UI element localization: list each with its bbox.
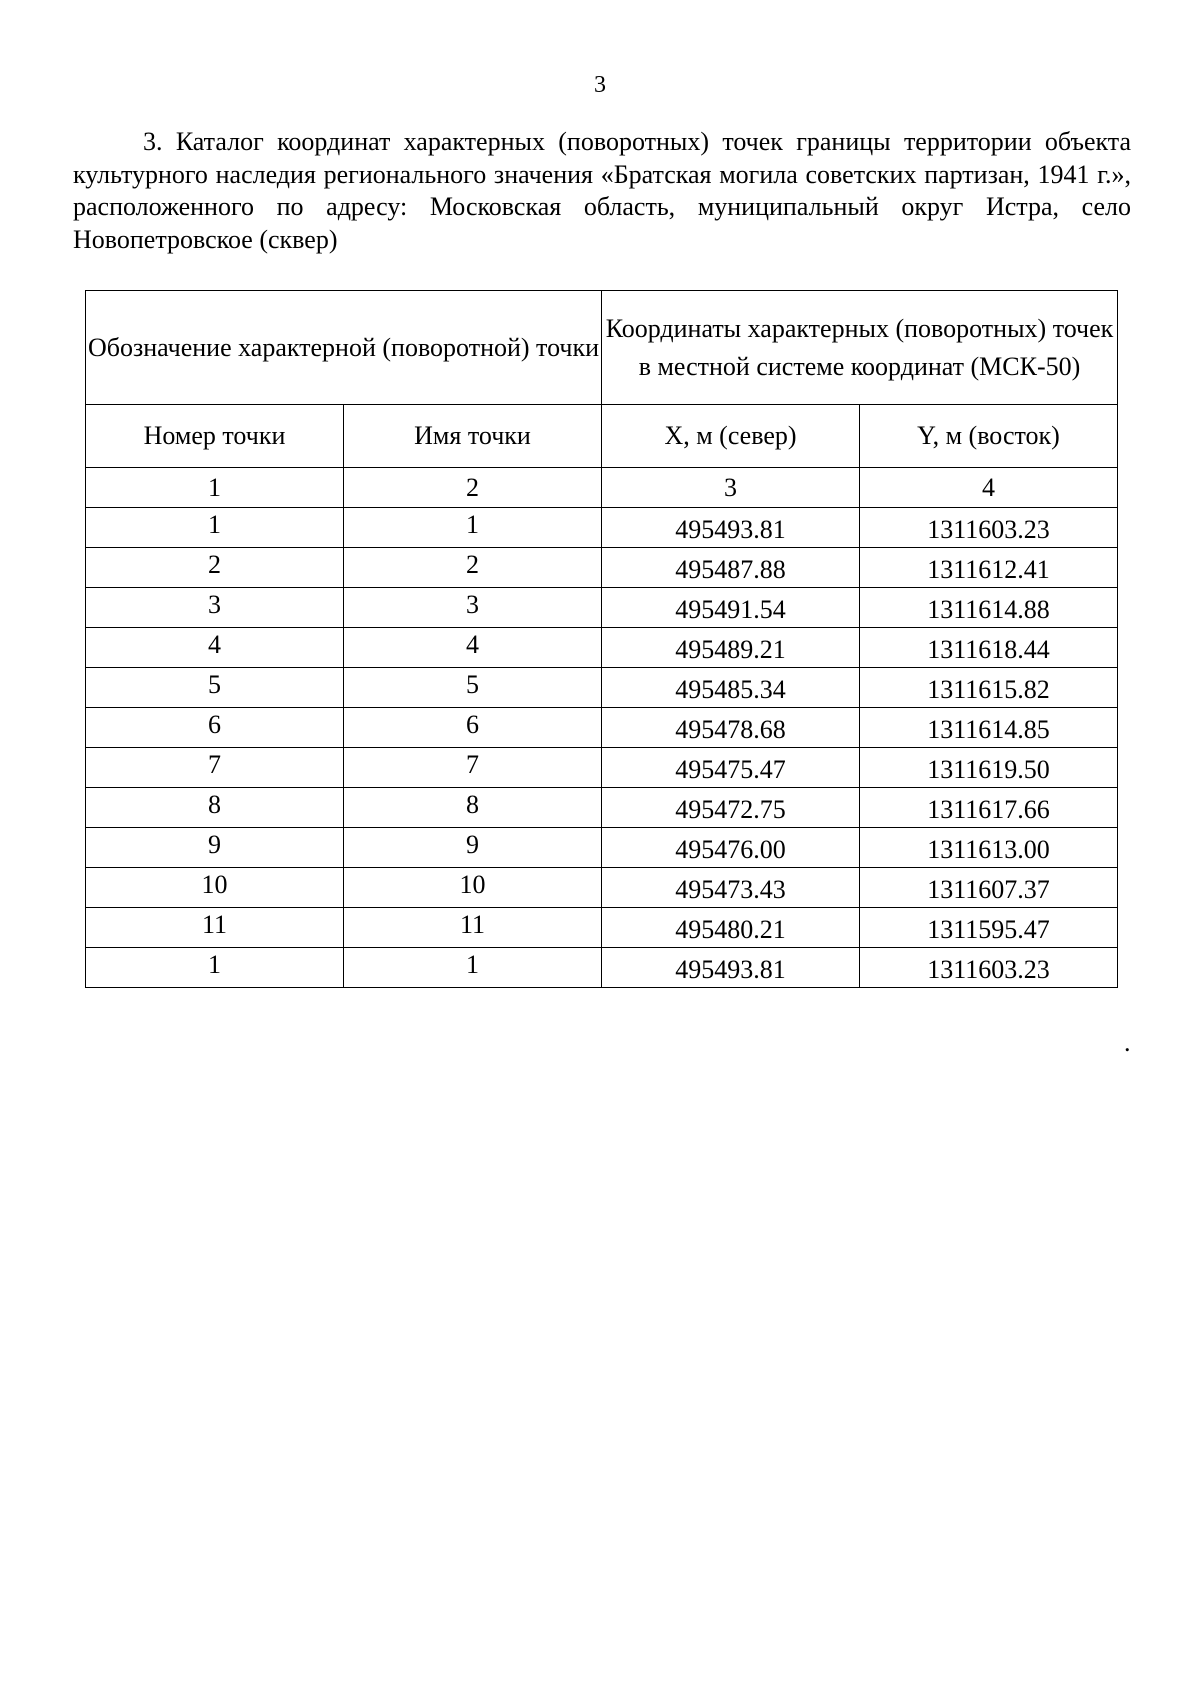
point-name-cell: 2 bbox=[344, 548, 602, 588]
y-coordinate-cell: 1311614.88 bbox=[860, 588, 1118, 628]
point-name-cell: 6 bbox=[344, 708, 602, 748]
x-coordinate-cell: 495493.81 bbox=[602, 948, 860, 988]
point-number-cell: 3 bbox=[86, 588, 344, 628]
point-name-cell: 9 bbox=[344, 828, 602, 868]
y-coordinate-cell: 1311612.41 bbox=[860, 548, 1118, 588]
x-coordinate-cell: 495475.47 bbox=[602, 748, 860, 788]
point-number-cell: 9 bbox=[86, 828, 344, 868]
y-coordinate-cell: 1311614.85 bbox=[860, 708, 1118, 748]
point-name-cell: 3 bbox=[344, 588, 602, 628]
point-number-cell: 8 bbox=[86, 788, 344, 828]
y-coordinate-cell: 1311595.47 bbox=[860, 908, 1118, 948]
column-index-3: 3 bbox=[602, 468, 860, 508]
point-number-cell: 6 bbox=[86, 708, 344, 748]
point-name-cell: 10 bbox=[344, 868, 602, 908]
table-row bbox=[86, 908, 1118, 948]
point-number-cell: 2 bbox=[86, 548, 344, 588]
y-coordinate-cell: 1311618.44 bbox=[860, 628, 1118, 668]
point-name-cell: 4 bbox=[344, 628, 602, 668]
header-point-designation: Обозначение характерной (поворотной) точки bbox=[86, 291, 602, 405]
column-index-2: 2 bbox=[344, 468, 602, 508]
y-coordinate-cell: 1311603.23 bbox=[860, 948, 1118, 988]
table-row bbox=[86, 628, 1118, 668]
point-number-cell: 4 bbox=[86, 628, 344, 668]
table-row bbox=[86, 508, 1118, 548]
point-number-cell: 11 bbox=[86, 908, 344, 948]
table-row bbox=[86, 668, 1118, 708]
table-row bbox=[86, 828, 1118, 868]
y-coordinate-cell: 1311617.66 bbox=[860, 788, 1118, 828]
y-coordinate-cell: 1311613.00 bbox=[860, 828, 1118, 868]
header-coordinates: Координаты характерных (поворотных) точек в местной системе координат (МСК-50) bbox=[602, 291, 1118, 405]
point-name-cell: 1 bbox=[344, 508, 602, 548]
x-coordinate-cell: 495480.21 bbox=[602, 908, 860, 948]
table-row bbox=[86, 748, 1118, 788]
page-number: 3 bbox=[594, 72, 606, 98]
x-coordinate-cell: 495478.68 bbox=[602, 708, 860, 748]
table-row bbox=[86, 948, 1118, 988]
column-header-x: X, м (север) bbox=[602, 405, 860, 468]
x-coordinate-cell: 495493.81 bbox=[602, 508, 860, 548]
point-name-cell: 11 bbox=[344, 908, 602, 948]
table-row bbox=[86, 708, 1118, 748]
x-coordinate-cell: 495476.00 bbox=[602, 828, 860, 868]
point-name-cell: 5 bbox=[344, 668, 602, 708]
column-header-point-name: Имя точки bbox=[344, 405, 602, 468]
point-name-cell: 8 bbox=[344, 788, 602, 828]
point-number-cell: 7 bbox=[86, 748, 344, 788]
x-coordinate-cell: 495472.75 bbox=[602, 788, 860, 828]
table-row bbox=[86, 788, 1118, 828]
table-row bbox=[86, 588, 1118, 628]
x-coordinate-cell: 495487.88 bbox=[602, 548, 860, 588]
trailing-period: . bbox=[1124, 1028, 1131, 1057]
column-index-1: 1 bbox=[86, 468, 344, 508]
x-coordinate-cell: 495485.34 bbox=[602, 668, 860, 708]
x-coordinate-cell: 495473.43 bbox=[602, 868, 860, 908]
y-coordinate-cell: 1311615.82 bbox=[860, 668, 1118, 708]
point-name-cell: 1 bbox=[344, 948, 602, 988]
column-index-4: 4 bbox=[860, 468, 1118, 508]
coordinates-table bbox=[85, 290, 1118, 988]
column-header-y: Y, м (восток) bbox=[860, 405, 1118, 468]
table-row bbox=[86, 868, 1118, 908]
y-coordinate-cell: 1311607.37 bbox=[860, 868, 1118, 908]
point-number-cell: 5 bbox=[86, 668, 344, 708]
catalog-intro-paragraph: 3. Каталог координат характерных (поворотных) точек границы территории объекта культурного наследия регионального значения «Братская могила советских партизан, 1941 г.», расположенного по адресу: Московская область, муниципальный округ Истра, село Новопетровское (сквер) bbox=[73, 127, 1131, 254]
x-coordinate-cell: 495491.54 bbox=[602, 588, 860, 628]
point-number-cell: 10 bbox=[86, 868, 344, 908]
y-coordinate-cell: 1311619.50 bbox=[860, 748, 1118, 788]
point-name-cell: 7 bbox=[344, 748, 602, 788]
point-number-cell: 1 bbox=[86, 948, 344, 988]
x-coordinate-cell: 495489.21 bbox=[602, 628, 860, 668]
point-number-cell: 1 bbox=[86, 508, 344, 548]
table-row bbox=[86, 548, 1118, 588]
y-coordinate-cell: 1311603.23 bbox=[860, 508, 1118, 548]
column-header-point-number: Номер точки bbox=[86, 405, 344, 468]
